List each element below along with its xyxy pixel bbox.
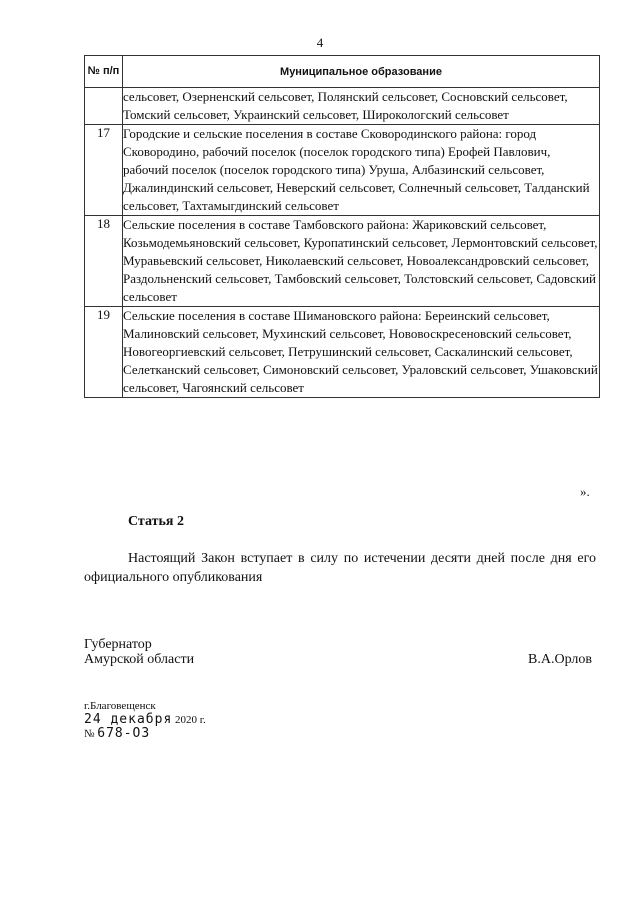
page-number: 4 (316, 35, 324, 50)
row-num: 17 (85, 125, 123, 216)
table-row (85, 88, 600, 125)
header-municipality: Муниципальное образование (123, 56, 600, 88)
table-row (85, 125, 600, 216)
header-num: № п/п (85, 56, 123, 88)
issue-date-year: 2020 г. (175, 714, 206, 726)
signatory-name: В.А.Орлов (528, 652, 592, 667)
row-text: Сельские поселения в составе Шимановского района: Береинский сельсовет, Малиновский сельсовет, Мухинский сельсовет, Нововоскресеновский сельсовет, Новогеоргиевский сельсовет, Петрушинский сельсовет, Саскалинский сельсовет, Селетканский сельсовет, Симоновский сельсовет, Ураловский сельсовет, Ушаковский сельсовет, Чагоянский сельсовет (123, 307, 600, 398)
row-text: Городские и сельские поселения в составе Сковородинского района: город Сковородино, рабочий поселок (поселок городского типа) Ерофей Павлович, рабочий поселок (поселок городского типа) Уруша, Албазинский сельсовет, Джалиндинский сельсовет, Неверский сельсовет, Солнечный сельсовет, Талданский сельсовет, Тахтамыгдинский сельсовет (123, 125, 600, 216)
issue-number-prefix: № (84, 728, 95, 740)
issue-city: г.Благовещенск (84, 700, 156, 712)
closing-quote: ». (580, 484, 590, 499)
row-num: 18 (85, 216, 123, 307)
signatory-title-line1: Губернатор (84, 637, 152, 652)
table-header-row (85, 56, 600, 88)
row-text: Сельские поселения в составе Тамбовского района: Жариковский сельсовет, Козьмодемьяновский сельсовет, Куропатинский сельсовет, Лермонтовский сельсовет, Муравьевский сельсовет, Николаевский сельсовет, Новоалександровский сельсовет, Раздольненский сельсовет, Тамбовский сельсовет, Толстовский сельсовет, Садовский сельсовет (123, 216, 600, 307)
signatory-title (84, 637, 284, 667)
article-heading: Статья 2 (128, 514, 184, 529)
row-num (85, 88, 123, 125)
table-row (85, 307, 600, 398)
issue-date-handwritten: 24 декабря (84, 712, 173, 727)
signatory-title-line2: Амурской области (84, 652, 195, 667)
issue-number-handwritten: 678-ОЗ (97, 726, 151, 741)
article-text: Настоящий Закон вступает в силу по истечении десяти дней после дня его официального опубликования (84, 551, 596, 585)
row-text: сельсовет, Озерненский сельсовет, Полянский сельсовет, Сосновский сельсовет, Томский сельсовет, Украинский сельсовет, Широкологский сельсовет (123, 88, 600, 125)
issue-date (84, 713, 206, 727)
row-num: 19 (85, 307, 123, 398)
table-row (85, 216, 600, 307)
issue-number (84, 727, 206, 741)
municipal-table (84, 55, 600, 398)
issue-details (84, 699, 206, 741)
